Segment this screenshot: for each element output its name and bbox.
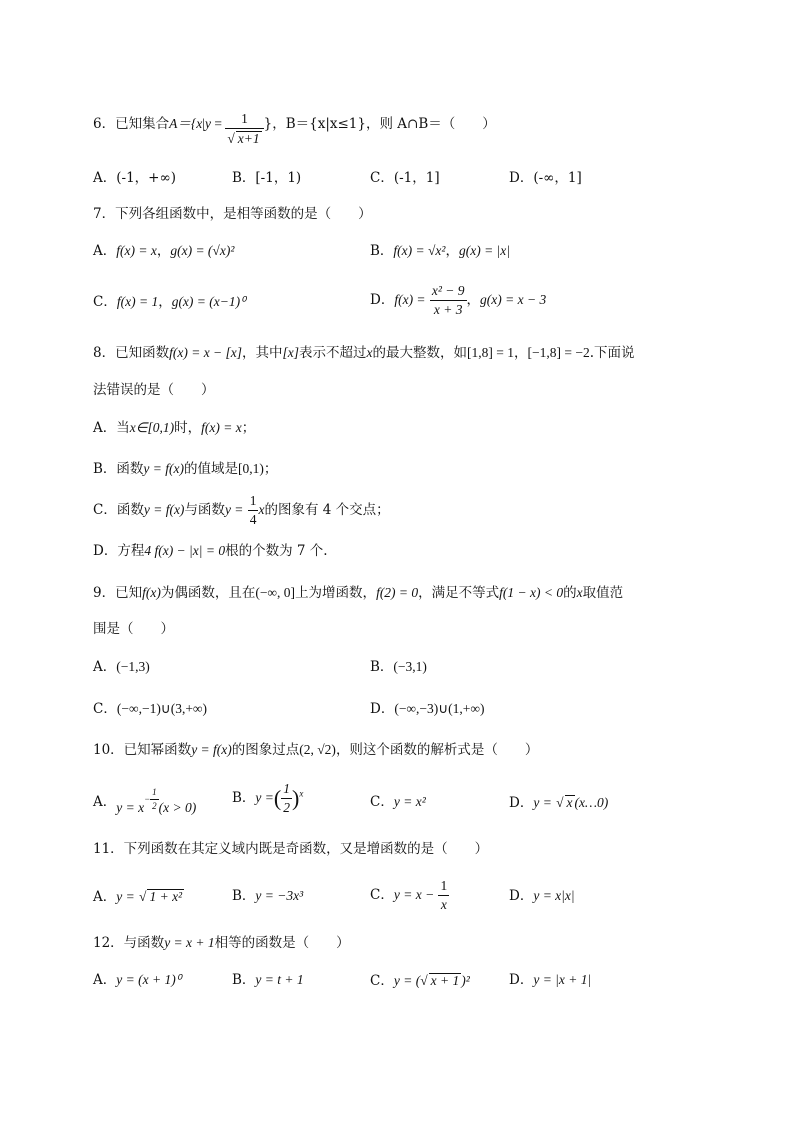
q8-option-b: B．函数y = f(x)的值域是[0,1)； <box>93 461 278 477</box>
q6-setA-bar: | <box>202 116 205 132</box>
q10-a-exponent: − 1 2 <box>144 787 157 812</box>
q6-option-b: B．[-1，1) <box>232 170 302 186</box>
q12-option-d: D．y = |x + 1| <box>509 972 592 988</box>
q6-frac-den: x+1 <box>237 131 260 147</box>
q9-option-b: B．(−3,1) <box>370 659 427 675</box>
q11-stem: 11．下列函数在其定义域内既是奇函数，又是增函数的是（ ） <box>93 841 489 857</box>
q7-d-expr2: g(x) = x − 3 <box>480 292 547 308</box>
q9-option-a: A．(−1,3) <box>93 659 150 675</box>
q7-c-expr2: g(x) = (x−1)⁰ <box>171 294 246 309</box>
q9-option-c: C．(−∞,−1)∪(3,+∞) <box>93 701 208 717</box>
q7-d-fraction: $\frac{\text{x² − 9}}{x + 3}$ <box>431 283 465 318</box>
q7-option-a: A．f(x) = x，g(x) = (√x)² <box>93 243 235 259</box>
q6-tail: ，则 A∩B＝（ ） <box>365 116 496 133</box>
q7-c-expr1: f(x) = 1 <box>116 294 159 309</box>
q8-stem-line1: 8．已知函数f(x) = x − [x]，其中[x]表示不超过x的最大整数，如[1,8] = 1，[−1,8] = −2.下面说 <box>93 345 635 361</box>
q7-a-expr2: g(x) = (√x)² <box>170 243 235 258</box>
q10-option-b: B．y =( $\frac{1}{2}$ )$^x$ <box>232 781 304 816</box>
q6-setA-prefix: A＝{ <box>169 116 197 132</box>
q6-setB: B＝{x|x≤1} <box>285 116 366 133</box>
q9-stem-line1: 9．已知f(x)为偶函数，且在(−∞, 0]上为增函数，f(2) = 0，满足不等式f(1 − x) < 0的x取值范 <box>93 585 624 601</box>
q12-option-c: C．y = (√ x + 1 )² <box>370 973 470 989</box>
q11-option-c: C．y = x − $\frac{1}{x}$ <box>370 878 448 913</box>
q12-option-b: B．y = t + 1 <box>232 972 304 988</box>
q11-option-d: D．y = x|x| <box>509 888 575 904</box>
q6-option-d: D．(-∞，1] <box>509 170 582 186</box>
q11-option-a: A．y = √ 1 + x² <box>93 889 183 905</box>
q10-option-a: A．$y = x^{- \frac{1}{2}}$ (x > 0) <box>93 787 197 815</box>
q8-c-fraction: $\frac{1}{4}$ <box>249 493 257 528</box>
q6-setA-y: y <box>204 116 211 132</box>
q8-option-a: A．当x∈[0,1)时，f(x) = x； <box>93 420 256 436</box>
q11-option-b: B．y = −3x³ <box>232 888 304 904</box>
q6-setA-x: x <box>196 116 203 132</box>
q7-b-expr1: f(x) = √x² <box>393 243 446 258</box>
q6-fraction: $\frac{1}{√ x+1}$ <box>225 112 263 146</box>
q10-option-c: C．y = x² <box>370 794 426 810</box>
q9-stem-line2: 围是（ ） <box>93 621 174 637</box>
q9-option-d: D．(−∞,−3)∪(1,+∞) <box>370 701 485 717</box>
q7-option-c: C．f(x) = 1，g(x) = (x−1)⁰ <box>93 294 246 310</box>
q6-stem: 6．已知集合A＝{x|y = $\frac{1}{√ x+1}$ }，B＝{x|x≤1}，则 A∩B＝（ ） <box>93 111 496 147</box>
q6-option-c: C．(-1，1] <box>370 170 440 186</box>
q6-after-frac: }， <box>263 116 286 133</box>
q6-frac-num: 1 <box>225 112 263 129</box>
q12-stem: 12．与函数y = x + 1相等的函数是（ ） <box>93 935 350 951</box>
q10-stem: 10．已知幂函数y = f(x)的图象过点(2, √2)，则这个函数的解析式是（ ） <box>93 742 539 758</box>
q7-option-d: D．f(x) = $\frac{\text{x² − 9}}{x + 3}$ ，g(x) = x − 3 <box>370 283 547 318</box>
q7-option-b: B．f(x) = √x²，g(x) = |x| <box>370 243 510 259</box>
q10-option-d: D．y = √ x (x…0) <box>509 795 609 811</box>
q7-stem: 7．下列各组函数中，是相等函数的是（ ） <box>93 206 372 222</box>
q7-b-expr2: g(x) = |x| <box>458 243 510 258</box>
q8-stem-line2: 法错误的是（ ） <box>93 382 215 398</box>
q6-option-a: A．(-1，+∞) <box>93 170 176 186</box>
q8-option-c: C．函数y = f(x)与函数y = $\frac{1}{4}$ x的图象有 4 个交点； <box>93 493 390 528</box>
q7-a-expr1: f(x) = x <box>116 243 157 258</box>
q6-stem-prefix: 6．已知集合 <box>93 116 170 133</box>
q12-option-a: A．y = (x + 1)⁰ <box>93 972 182 988</box>
q8-option-d: D．方程4 f(x) − |x| = 0根的个数为 7 个. <box>93 543 328 559</box>
